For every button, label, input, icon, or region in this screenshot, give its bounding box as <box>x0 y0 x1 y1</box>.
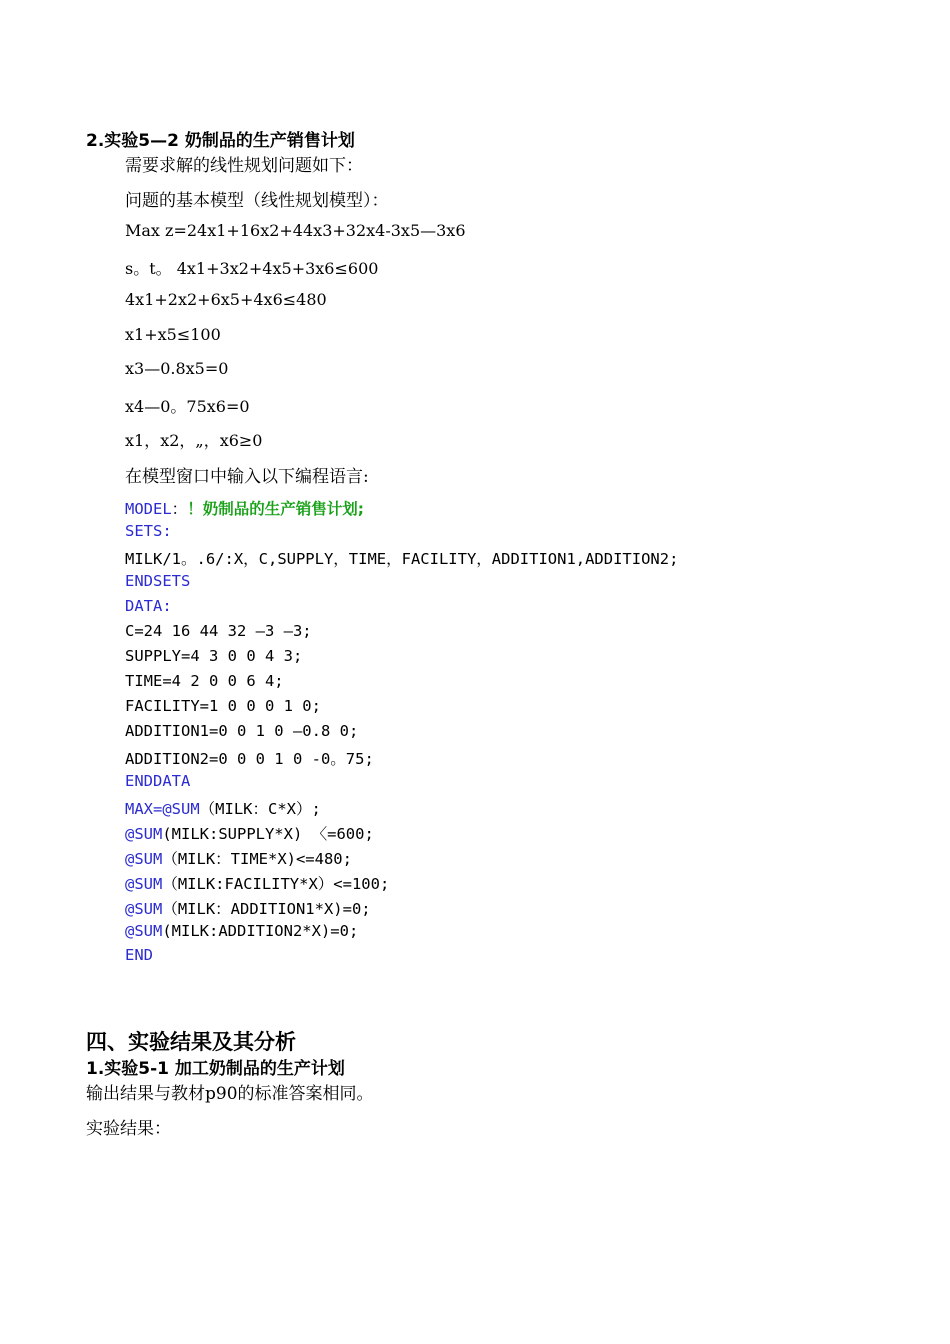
sum-keyword: @SUM <box>125 922 163 940</box>
model-comment: ！奶制品的生产销售计划; <box>187 500 364 518</box>
data-line: FACILITY=1 0 0 0 1 0; <box>125 697 321 715</box>
experiment-5-1-heading: 1.实验5-1 加工奶制品的生产计划 <box>86 1059 345 1079</box>
enddata-keyword: ENDDATA <box>125 772 191 790</box>
objective-code-line <box>125 797 321 819</box>
constraint-expression: （MILK:FACILITY*X）<=100; <box>162 875 390 893</box>
constraint-line: x4—0。75x6=0 <box>125 397 250 416</box>
data-keyword: DATA: <box>125 597 172 615</box>
constraint-line: 4x1+2x2+6x5+4x6≤480 <box>125 290 327 309</box>
max-expression: （MILK：C*X）; <box>199 800 321 818</box>
sum-keyword: @SUM <box>125 875 163 893</box>
code-line <box>125 497 364 519</box>
result-label: 实验结果： <box>86 1119 171 1139</box>
result-statement: 输出结果与教材p90的标准答案相同。 <box>86 1084 374 1104</box>
constraint-code-line <box>125 847 352 869</box>
constraint-expression: （MILK：ADDITION1*X)=0; <box>162 900 371 918</box>
section-4-title: 四、实验结果及其分析 <box>86 1030 296 1054</box>
objective-function: Max z=24x1+16x2+44x3+32x4-3x5—3x6 <box>125 221 466 240</box>
constraint-code-line <box>125 872 389 894</box>
constraint-code-line <box>125 897 371 919</box>
end-keyword: END <box>125 946 153 964</box>
max-keyword: MAX=@SUM <box>125 800 200 818</box>
sum-keyword: @SUM <box>125 825 163 843</box>
intro-line: 问题的基本模型（线性规划模型）： <box>125 191 389 211</box>
data-line: ADDITION1=0 0 1 0 —0.8 0; <box>125 722 359 740</box>
experiment-5-2-heading: 2.实验5—2 奶制品的生产销售计划 <box>86 131 355 151</box>
sets-definition-line: MILK/1。.6/:X，C,SUPPLY，TIME，FACILITY，ADDITION1,ADDITION2; <box>125 550 679 568</box>
constraint-code-line <box>125 922 358 940</box>
constraint-expression: （MILK：TIME*X)<=480; <box>162 850 352 868</box>
model-keyword: MODEL <box>125 500 172 518</box>
constraint-line: x1，x2，„，x6≥0 <box>125 431 263 450</box>
constraint-line: x1+x5≤100 <box>125 325 221 344</box>
input-note: 在模型窗口中输入以下编程语言: <box>125 467 369 487</box>
constraint-expression: (MILK:ADDITION2*X)=0; <box>162 922 359 940</box>
constraint-line: s。t。 4x1+3x2+4x5+3x6≤600 <box>125 259 379 278</box>
sets-keyword: SETS: <box>125 522 172 540</box>
intro-line: 需要求解的线性规划问题如下： <box>125 156 363 176</box>
data-line: SUPPLY=4 3 0 0 4 3; <box>125 647 303 665</box>
constraint-line: x3—0.8x5=0 <box>125 359 229 378</box>
data-line: ADDITION2=0 0 0 1 0 -0。75; <box>125 750 374 768</box>
model-separator: ： <box>171 500 188 518</box>
data-line: C=24 16 44 32 —3 —3; <box>125 622 312 640</box>
sum-keyword: @SUM <box>125 900 163 918</box>
endsets-keyword: ENDSETS <box>125 572 191 590</box>
constraint-expression: (MILK:SUPPLY*X) 〈=600; <box>162 825 374 843</box>
sum-keyword: @SUM <box>125 850 163 868</box>
data-line: TIME=4 2 0 0 6 4; <box>125 672 284 690</box>
constraint-code-line <box>125 822 374 844</box>
